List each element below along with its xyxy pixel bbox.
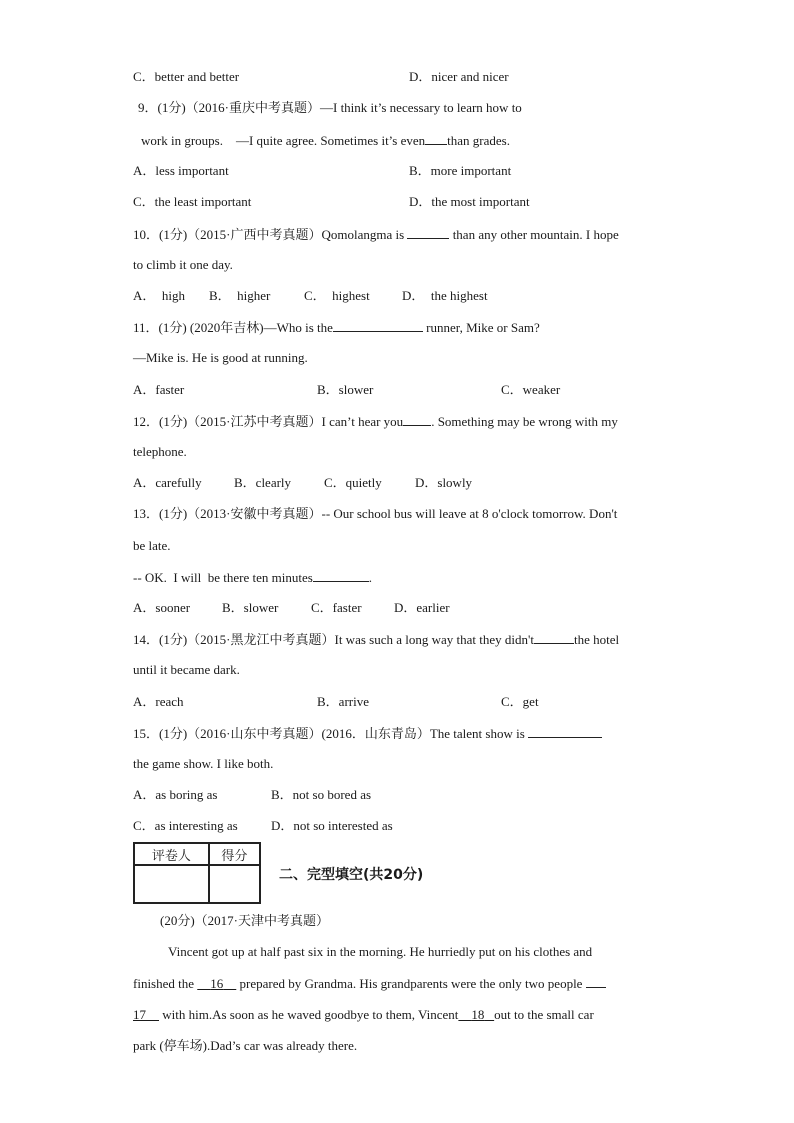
grader-header-score: 得分 xyxy=(209,843,260,865)
q9-stem-line1: 9．(1分)（2016·重庆中考真题）—I think it’s necessary to learn how to xyxy=(138,100,522,115)
q10-option-a: A． high xyxy=(133,288,186,303)
passage-text-d: out to the small car xyxy=(494,1007,594,1022)
q15-blank xyxy=(528,725,602,738)
q12-stem-line1 xyxy=(133,413,618,430)
blank-18-number: 18 xyxy=(471,1007,485,1022)
q13-stem-line1: 13．(1分)（2013·安徽中考真题）-- Our school bus will leave at 8 o'clock tomorrow. Don't xyxy=(133,506,618,521)
q9-stem-text-a: work in groups. —I quite agree. Sometimes it’s even xyxy=(141,133,426,148)
grader-table xyxy=(133,842,261,904)
q13-option-c: C．faster xyxy=(311,600,362,615)
q15-option-d: D．not so interested as xyxy=(271,818,393,833)
q12-option-c: C．quietly xyxy=(324,475,382,490)
passage-text-a: finished the xyxy=(133,976,195,991)
blank-16 xyxy=(197,976,236,991)
q10-stem-text-b: than any other mountain. I hope xyxy=(452,227,619,242)
section-meta: (20分)（2017·天津中考真题） xyxy=(160,913,329,928)
passage-text-b: prepared by Grandma. His grandparents were the only two people xyxy=(239,976,583,991)
q12-stem-text-b: . Something may be wrong with my xyxy=(431,414,618,429)
q13-option-a: A．sooner xyxy=(133,600,191,615)
q10-stem-text-a: 10．(1分)（2015·广西中考真题）Qomolangma is xyxy=(133,227,405,242)
q12-stem-line2: telephone. xyxy=(133,444,187,459)
blank-16-number: 16 xyxy=(210,976,224,991)
passage-line1: Vincent got up at half past six in the morning. He hurriedly put on his clothes and xyxy=(168,944,593,959)
blank-17 xyxy=(133,1007,159,1022)
q14-option-c: C．get xyxy=(501,694,539,709)
passage-line2 xyxy=(133,975,606,992)
q15-option-a: A．as boring as xyxy=(133,787,218,802)
q15-option-b: B．not so bored as xyxy=(271,787,372,802)
q9-option-b: B．more important xyxy=(409,163,512,178)
q11-stem-line1 xyxy=(133,319,540,336)
q9-stem-line2 xyxy=(141,132,510,149)
q9-stem-text-b: than grades. xyxy=(447,133,510,148)
q10-blank xyxy=(407,226,449,239)
q8-option-d: D．nicer and nicer xyxy=(409,69,509,84)
q14-blank xyxy=(534,631,574,644)
q10-option-b: B． higher xyxy=(209,288,271,303)
q10-stem-line2: to climb it one day. xyxy=(133,257,233,272)
q12-option-d: D．slowly xyxy=(415,475,473,490)
q10-stem-line1 xyxy=(133,226,619,243)
blank-17-lead xyxy=(586,975,606,988)
q15-stem-line2: the game show. I like both. xyxy=(133,756,274,771)
q12-blank xyxy=(403,413,431,426)
q13-stem-text-a: -- OK. I will be there ten minutes xyxy=(133,570,313,585)
q11-stem-text-a: 11．(1分) (2020年吉林)—Who is the xyxy=(133,320,333,335)
q11-option-a: A．faster xyxy=(133,382,185,397)
q11-blank xyxy=(333,319,423,332)
q15-stem-line1 xyxy=(133,725,602,742)
q13-stem-text-b: . xyxy=(368,570,373,585)
q11-stem-text-b: runner, Mike or Sam? xyxy=(426,320,540,335)
q14-option-a: A．reach xyxy=(133,694,184,709)
grader-cell-reviewer xyxy=(134,865,209,903)
passage-text-c: with him.As soon as he waved goodbye to them, Vincent xyxy=(162,1007,459,1022)
q14-stem-text-a: 14．(1分)（2015·黑龙江中考真题）It was such a long way that they didn't xyxy=(133,632,534,647)
q14-option-b: B．arrive xyxy=(317,694,369,709)
q8-option-c: C．better and better xyxy=(133,69,240,84)
q9-option-c: C．the least important xyxy=(133,194,252,209)
grader-cell-score xyxy=(209,865,260,903)
q11-option-c: C．weaker xyxy=(501,382,561,397)
q15-stem-text: 15．(1分)（2016·山东中考真题）(2016．山东青岛）The talent show is xyxy=(133,726,525,741)
q10-option-c: C． highest xyxy=(304,288,370,303)
grader-header-reviewer: 评卷人 xyxy=(134,843,209,865)
q13-blank xyxy=(313,569,369,582)
blank-18 xyxy=(458,1007,494,1022)
q12-option-a: A．carefully xyxy=(133,475,202,490)
q14-stem-text-b: the hotel xyxy=(573,632,620,647)
section-title: 二、完型填空(共20分) xyxy=(279,867,424,883)
q10-option-d: D． the highest xyxy=(402,288,488,303)
q14-stem-line1 xyxy=(133,631,619,648)
blank-17-number: 17 xyxy=(133,1007,146,1022)
q12-option-b: B．clearly xyxy=(234,475,292,490)
q9-option-a: A．less important xyxy=(133,163,229,178)
q11-option-b: B．slower xyxy=(317,382,374,397)
q13-option-d: D．earlier xyxy=(394,600,450,615)
q13-stem-line2: be late. xyxy=(133,538,171,553)
q11-stem-line2: —Mike is. He is good at running. xyxy=(133,350,308,365)
q9-blank xyxy=(425,132,447,145)
q12-stem-text-a: 12．(1分)（2015·江苏中考真题）I can’t hear you xyxy=(133,414,404,429)
q14-stem-line2: until it became dark. xyxy=(133,662,240,677)
passage-line4: park (停车场).Dad’s car was already there. xyxy=(133,1038,358,1053)
q13-option-b: B．slower xyxy=(222,600,279,615)
q15-option-c: C．as interesting as xyxy=(133,818,238,833)
passage-line3 xyxy=(133,1007,594,1023)
q9-option-d: D．the most important xyxy=(409,194,530,209)
q13-stem-line3 xyxy=(133,569,372,586)
